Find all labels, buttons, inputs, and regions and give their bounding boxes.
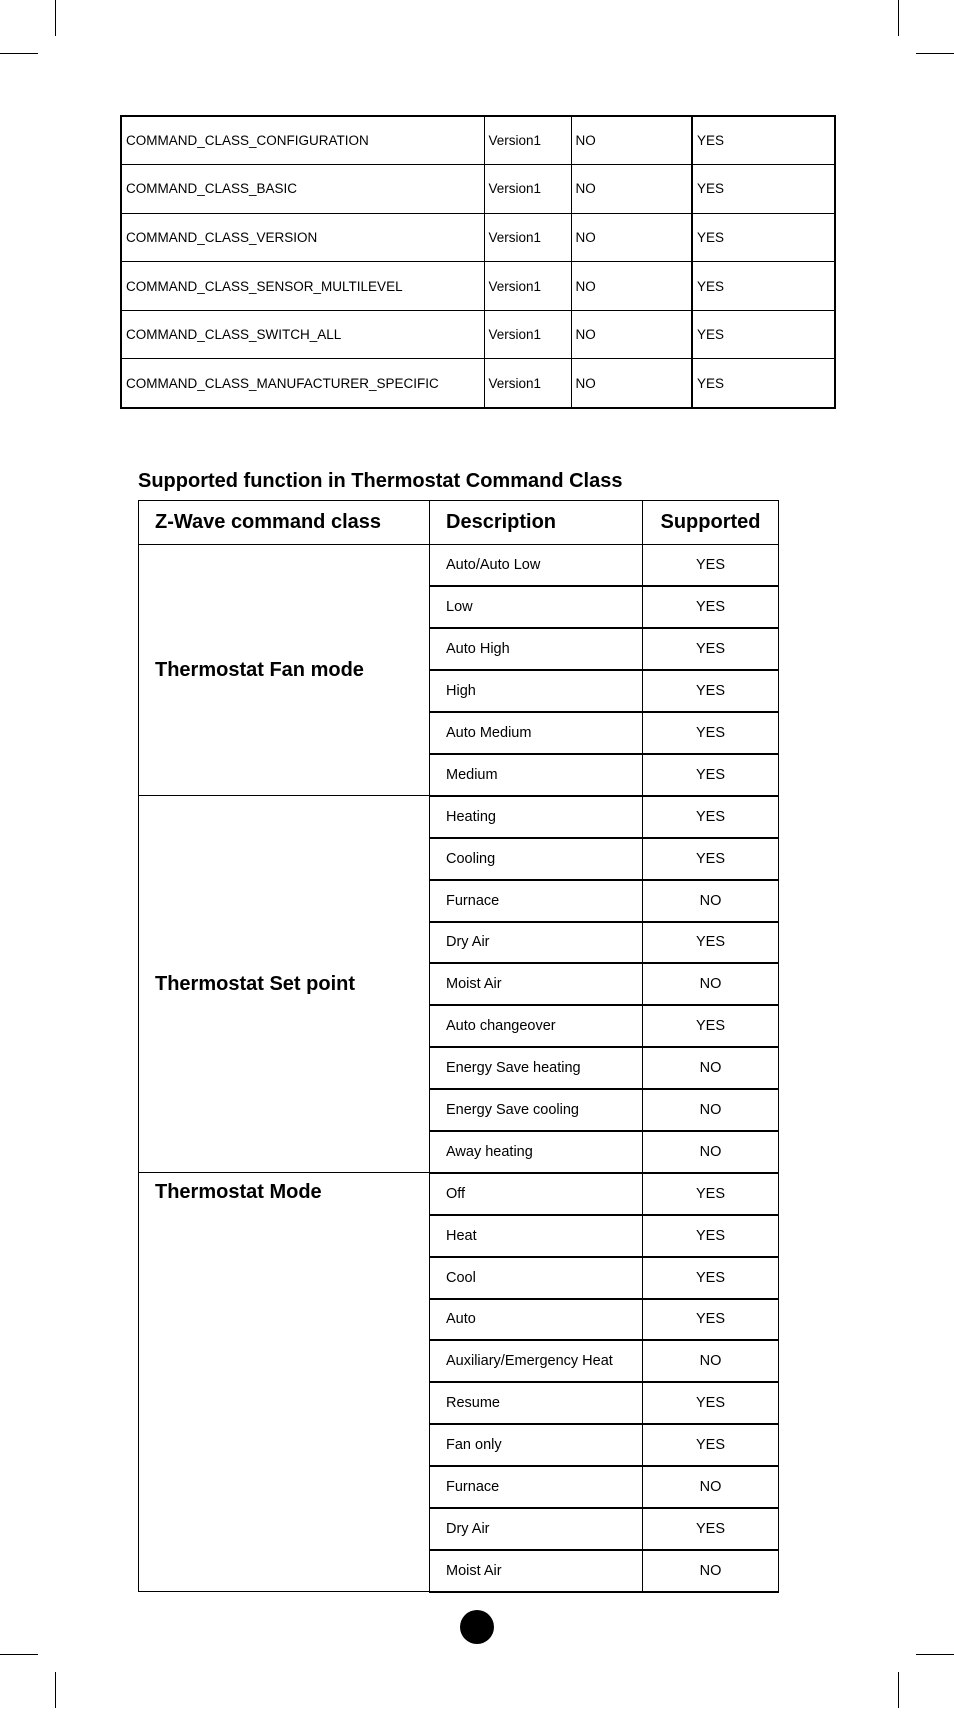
description-cell: Energy Save heating <box>430 1047 643 1089</box>
supported-cell: YES <box>692 116 835 165</box>
supported-cell: YES <box>643 712 779 754</box>
description-cell: Moist Air <box>430 1550 643 1592</box>
supported-cell: YES <box>643 922 779 964</box>
table-row <box>139 545 779 587</box>
version-cell: Version1 <box>484 213 571 262</box>
supported-cell: YES <box>692 165 835 214</box>
group-name-cell: Thermostat Set point <box>139 796 430 1173</box>
supported-cell: YES <box>643 1257 779 1299</box>
crop-mark-top-right-vertical <box>898 0 899 36</box>
supported-cell: NO <box>643 1131 779 1173</box>
secure-cell: NO <box>571 165 692 214</box>
table-row <box>121 310 835 359</box>
command-class-name-cell: COMMAND_CLASS_CONFIGURATION <box>121 116 484 165</box>
description-cell: Auto changeover <box>430 1005 643 1047</box>
supported-cell: YES <box>643 1173 779 1215</box>
supported-cell: YES <box>643 670 779 712</box>
description-cell: Moist Air <box>430 963 643 1005</box>
command-class-name-cell: COMMAND_CLASS_VERSION <box>121 213 484 262</box>
command-class-table-body <box>121 116 835 408</box>
supported-cell: YES <box>643 838 779 880</box>
crop-mark-top-right-horizontal <box>916 53 954 54</box>
supported-cell: YES <box>692 359 835 408</box>
table-row <box>121 213 835 262</box>
description-cell: Away heating <box>430 1131 643 1173</box>
crop-mark-top-left-vertical <box>55 0 56 36</box>
command-class-name-cell: COMMAND_CLASS_BASIC <box>121 165 484 214</box>
command-class-name-cell: COMMAND_CLASS_MANUFACTURER_SPECIFIC <box>121 359 484 408</box>
crop-mark-bottom-left-horizontal <box>0 1654 38 1655</box>
supported-cell: YES <box>643 754 779 796</box>
crop-mark-bottom-left-vertical <box>55 1672 56 1708</box>
thermostat-table-body <box>139 545 779 1592</box>
table-row <box>139 796 779 838</box>
page-marker-dot <box>460 1610 494 1644</box>
secure-cell: NO <box>571 310 692 359</box>
description-cell: Auto <box>430 1299 643 1341</box>
supported-cell: YES <box>643 628 779 670</box>
supported-cell: YES <box>643 1005 779 1047</box>
description-cell: Furnace <box>430 1466 643 1508</box>
description-cell: Medium <box>430 754 643 796</box>
command-class-name-cell: COMMAND_CLASS_SWITCH_ALL <box>121 310 484 359</box>
supported-cell: NO <box>643 1466 779 1508</box>
header-row <box>139 501 779 545</box>
description-cell: High <box>430 670 643 712</box>
description-cell: Off <box>430 1173 643 1215</box>
header-supported: Supported <box>643 501 779 545</box>
header-command-class: Z-Wave command class <box>139 501 430 545</box>
version-cell: Version1 <box>484 262 571 311</box>
description-cell: Heat <box>430 1215 643 1257</box>
section-title: Supported function in Thermostat Command Class <box>138 470 623 492</box>
supported-cell: NO <box>643 880 779 922</box>
description-cell: Low <box>430 586 643 628</box>
command-class-name-cell: COMMAND_CLASS_SENSOR_MULTILEVEL <box>121 262 484 311</box>
description-cell: Resume <box>430 1382 643 1424</box>
description-cell: Heating <box>430 796 643 838</box>
table-row <box>121 359 835 408</box>
supported-cell: YES <box>643 586 779 628</box>
description-cell: Auto/Auto Low <box>430 545 643 587</box>
description-cell: Auto High <box>430 628 643 670</box>
supported-cell: YES <box>692 213 835 262</box>
version-cell: Version1 <box>484 359 571 408</box>
table-row <box>121 262 835 311</box>
table-row <box>121 165 835 214</box>
group-name-cell: Thermostat Fan mode <box>139 545 430 796</box>
supported-cell: YES <box>643 545 779 587</box>
description-cell: Cool <box>430 1257 643 1299</box>
supported-cell: NO <box>643 1047 779 1089</box>
description-cell: Cooling <box>430 838 643 880</box>
supported-cell: NO <box>643 1340 779 1382</box>
supported-cell: YES <box>692 262 835 311</box>
crop-mark-bottom-right-horizontal <box>916 1654 954 1655</box>
description-cell: Dry Air <box>430 922 643 964</box>
thermostat-support-table <box>138 500 779 1593</box>
supported-cell: YES <box>643 1424 779 1466</box>
version-cell: Version1 <box>484 116 571 165</box>
header-description: Description <box>430 501 643 545</box>
crop-mark-top-left-horizontal <box>0 53 38 54</box>
table-row <box>139 1173 779 1215</box>
description-cell: Energy Save cooling <box>430 1089 643 1131</box>
description-cell: Dry Air <box>430 1508 643 1550</box>
table-row <box>121 116 835 165</box>
supported-cell: NO <box>643 963 779 1005</box>
supported-cell: YES <box>643 796 779 838</box>
supported-cell: YES <box>643 1382 779 1424</box>
secure-cell: NO <box>571 359 692 408</box>
supported-cell: YES <box>643 1299 779 1341</box>
secure-cell: NO <box>571 213 692 262</box>
description-cell: Auxiliary/Emergency Heat <box>430 1340 643 1382</box>
version-cell: Version1 <box>484 165 571 214</box>
description-cell: Fan only <box>430 1424 643 1466</box>
secure-cell: NO <box>571 116 692 165</box>
supported-cell: NO <box>643 1550 779 1592</box>
command-class-table <box>120 115 836 409</box>
supported-cell: NO <box>643 1089 779 1131</box>
secure-cell: NO <box>571 262 692 311</box>
description-cell: Furnace <box>430 880 643 922</box>
supported-cell: YES <box>643 1215 779 1257</box>
supported-cell: YES <box>643 1508 779 1550</box>
group-name-cell: Thermostat Mode <box>139 1173 430 1592</box>
crop-mark-bottom-right-vertical <box>898 1672 899 1708</box>
supported-cell: YES <box>692 310 835 359</box>
version-cell: Version1 <box>484 310 571 359</box>
description-cell: Auto Medium <box>430 712 643 754</box>
